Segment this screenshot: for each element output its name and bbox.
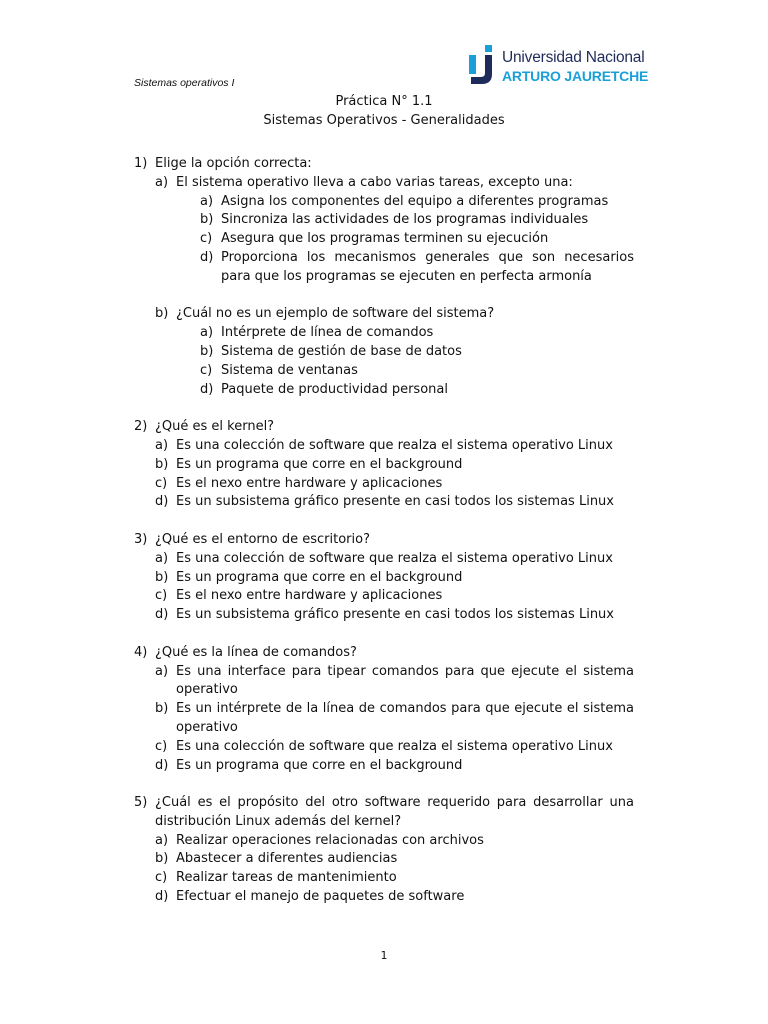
question-1: 1) Elige la opción correcta:	[134, 156, 312, 171]
option: b) Es un programa que corre en el background	[155, 456, 463, 472]
question-2: 2) ¿Qué es el kernel?	[134, 419, 275, 435]
university-logo-text	[502, 50, 648, 83]
option: d) Es un programa que corre en el background	[155, 757, 463, 773]
course-name: Sistemas operativos I	[134, 77, 235, 89]
logo-line-2: ARTURO JAURETCHE	[502, 67, 649, 84]
spacer	[134, 625, 634, 644]
option: b) Es un programa que corre en el background	[155, 569, 463, 585]
spacer	[134, 512, 634, 531]
option: d) Es un subsistema gráfico presente en casi todos los sistemas Linux	[155, 607, 614, 623]
practice-title: Práctica N° 1.1	[335, 94, 433, 109]
option: a) Intérprete de línea de comandos	[200, 325, 434, 341]
spacer	[134, 775, 634, 794]
option: b) Es un intérprete de la línea de comandos para que ejecute el sistema operativo	[155, 701, 634, 735]
option: b) Sincroniza las actividades de los programas individuales	[200, 212, 589, 228]
practice-subtitle: Sistemas Operativos - Generalidades	[263, 113, 505, 128]
option: a) Es una colección de software que realza el sistema operativo Linux	[155, 437, 613, 453]
page-number: 1	[380, 949, 388, 962]
option: c) Asegura que los programas terminen su ejecución	[200, 231, 549, 247]
option: d) Paquete de productividad personal	[200, 381, 448, 397]
option: c) Es el nexo entre hardware y aplicaciones	[155, 588, 443, 604]
spacer	[134, 287, 634, 306]
option: c) Realizar tareas de mantenimiento	[155, 870, 397, 886]
option: c) Es el nexo entre hardware y aplicaciones	[155, 475, 443, 491]
option: c) Sistema de ventanas	[200, 362, 358, 378]
option: a) Es una interface para tipear comandos para que ejecute el sistema operativo	[155, 663, 634, 698]
option: c) Es una colección de software que realza el sistema operativo Linux	[155, 738, 613, 754]
option: d) Proporciona los mecanismos generales que son necesarios para que los programas se ejecuten en perfecta armonía	[200, 249, 634, 284]
question-4: 4) ¿Qué es la línea de comandos?	[134, 644, 357, 660]
option: a) Asigna los componentes del equipo a diferentes programas	[200, 193, 609, 209]
option: b) Sistema de gestión de base de datos	[200, 343, 462, 359]
spacer	[134, 399, 634, 418]
option: a) Realizar operaciones relacionadas con archivos	[155, 832, 484, 848]
question-5: 5) ¿Cuál es el propósito del otro software requerido para desarrollar una distribución Linux además del kernel?	[134, 795, 634, 829]
question-1b: b) ¿Cuál no es un ejemplo de software del sistema?	[155, 306, 495, 322]
logo-line-1: Universidad Nacional	[502, 49, 645, 66]
option: d) Es un subsistema gráfico presente en casi todos los sistemas Linux	[155, 494, 614, 510]
option: b) Abastecer a diferentes audiencias	[155, 851, 398, 867]
option: a) Es una colección de software que realza el sistema operativo Linux	[155, 550, 613, 566]
question-1a: a) El sistema operativo lleva a cabo varias tareas, excepto una:	[155, 174, 573, 190]
question-3: 3) ¿Qué es el entorno de escritorio?	[134, 531, 370, 547]
questions-list	[134, 155, 634, 907]
option: d) Efectuar el manejo de paquetes de software	[155, 889, 465, 905]
